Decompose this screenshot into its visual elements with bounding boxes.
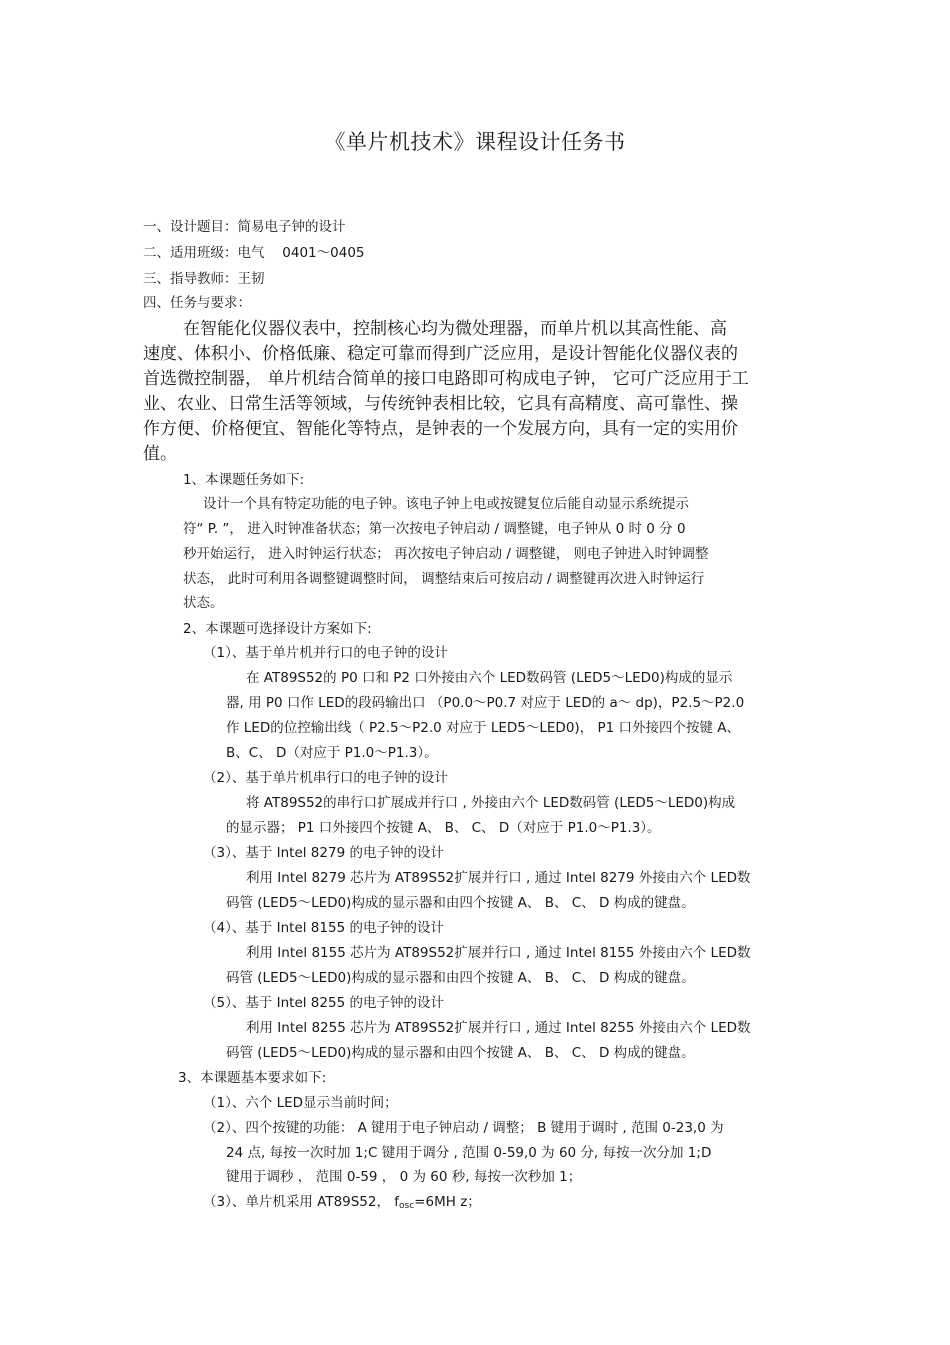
requirement-item-text: （3）、单片机采用 AT89S52， f [203, 1194, 400, 1210]
design-topic: 一、设计题目：简易电子钟的设计 [143, 219, 346, 235]
task1-heading: 1、本课题任务如下: [183, 472, 305, 488]
option-line: 利用 Intel 8255 芯片为 AT89S52扩展并行口 , 通过 Intel 8255 外接由六个 LED数 [246, 1020, 751, 1036]
task3-heading: 3、本课题基本要求如下: [178, 1070, 327, 1086]
option-line: 器, 用 P0 口作 LED的段码输出口 （P0.0～P0.7 对应于 LED的 a～ dp)，P2.5～P2.0 [226, 695, 745, 711]
option-line: 利用 Intel 8155 芯片为 AT89S52扩展并行口 , 通过 Intel 8155 外接由六个 LED数 [246, 945, 751, 961]
task1-line: 符“ P. ”， 进入时钟准备状态；第一次按电子钟启动 / 调整键，电子钟从 0 时 0 分 0 [183, 521, 686, 537]
requirement-item: （2）、四个按键的功能： A 键用于电子钟启动 / 调整； B 键用于调时 , 范围 0-23,0 为 [203, 1120, 724, 1136]
intro-line: 首选微控制器， 单片机结合简单的接口电路即可构成电子钟， 它可广泛应用于工 [143, 369, 749, 389]
task2-heading: 2、本课题可选择设计方案如下: [183, 621, 372, 637]
intro-line: 值。 [143, 444, 177, 464]
option-line: 码管 (LED5～LED0)构成的显示器和由四个按键 A、 B、 C、 D 构成的键盘。 [226, 1045, 695, 1061]
tasks-heading: 四、任务与要求： [143, 295, 251, 311]
task1-line: 状态， 此时可利用各调整键调整时间， 调整结束后可按启动 / 调整键再次进入时钟运行 [183, 571, 705, 587]
requirement-item-line: 键用于调秒 ， 范围 0-59 ， 0 为 60 秒, 每按一次秒加 1； [226, 1169, 582, 1185]
option-heading: （4）、基于 Intel 8155 的电子钟的设计 [203, 920, 444, 936]
requirement-item-text: =6MH z； [414, 1194, 481, 1210]
option-heading: （5）、基于 Intel 8255 的电子钟的设计 [203, 995, 444, 1011]
task1-line: 秒开始运行， 进入时钟运行状态； 再次按电子钟启动 / 调整键， 则电子钟进入时钟调整 [183, 546, 709, 562]
option-line: 利用 Intel 8279 芯片为 AT89S52扩展并行口 , 通过 Intel 8279 外接由六个 LED数 [246, 870, 751, 886]
osc-subscript: osc [399, 1201, 415, 1211]
option-line: 作 LED的位控输出线（ P2.5～P2.0 对应于 LED5～LED0)， P1 口外接四个按键 A、 [226, 720, 741, 736]
task1-line: 状态。 [183, 595, 224, 611]
document-title: 《单片机技术》课程设计任务书 [324, 130, 626, 154]
option-heading: （1）、基于单片机并行口的电子钟的设计 [203, 645, 448, 661]
option-line: B、C、 D（对应于 P1.0～P1.3）。 [226, 745, 438, 761]
requirement-item-line: 24 点, 每按一次时加 1;C 键用于调分 , 范围 0-59,0 为 60 分, 每按一次分加 1;D [226, 1145, 712, 1161]
option-heading: （2）、基于单片机串行口的电子钟的设计 [203, 770, 448, 786]
option-line: 的显示器； P1 口外接四个按键 A、 B、 C、 D（对应于 P1.0～P1.3）。 [226, 820, 661, 836]
intro-line: 业、农业、日常生活等领域，与传统钟表相比较，它具有高精度、高可靠性、操 [143, 394, 738, 414]
requirement-item [203, 1193, 481, 1215]
option-line: 码管 (LED5～LED0)构成的显示器和由四个按键 A、 B、 C、 D 构成的键盘。 [226, 970, 695, 986]
intro-line: 速度、体积小、价格低廉、稳定可靠而得到广泛应用，是设计智能化仪器仪表的 [143, 344, 738, 364]
option-line: 码管 (LED5～LED0)构成的显示器和由四个按键 A、 B、 C、 D 构成的键盘。 [226, 895, 695, 911]
task1-line: 设计一个具有特定功能的电子钟。该电子钟上电或按键复位后能自动显示系统提示 [203, 496, 689, 512]
intro-line: 作方便、价格便宜、智能化等特点，是钟表的一个发展方向，具有一定的实用价 [143, 419, 738, 439]
instructor: 三、指导教师：王韧 [143, 271, 265, 287]
requirement-item: （1）、六个 LED显示当前时间； [203, 1095, 398, 1111]
option-line: 将 AT89S52的串行口扩展成并行口 , 外接由六个 LED数码管 (LED5～LED0)构成 [246, 795, 736, 811]
applicable-class: 二、适用班级：电气 0401～0405 [143, 245, 365, 261]
option-heading: （3）、基于 Intel 8279 的电子钟的设计 [203, 845, 444, 861]
intro-line: 在智能化仪器仪表中，控制核心均为微处理器，而单片机以其高性能、高 [183, 319, 727, 339]
option-line: 在 AT89S52的 P0 口和 P2 口外接由六个 LED数码管 (LED5～LED0)构成的显示 [246, 670, 733, 686]
